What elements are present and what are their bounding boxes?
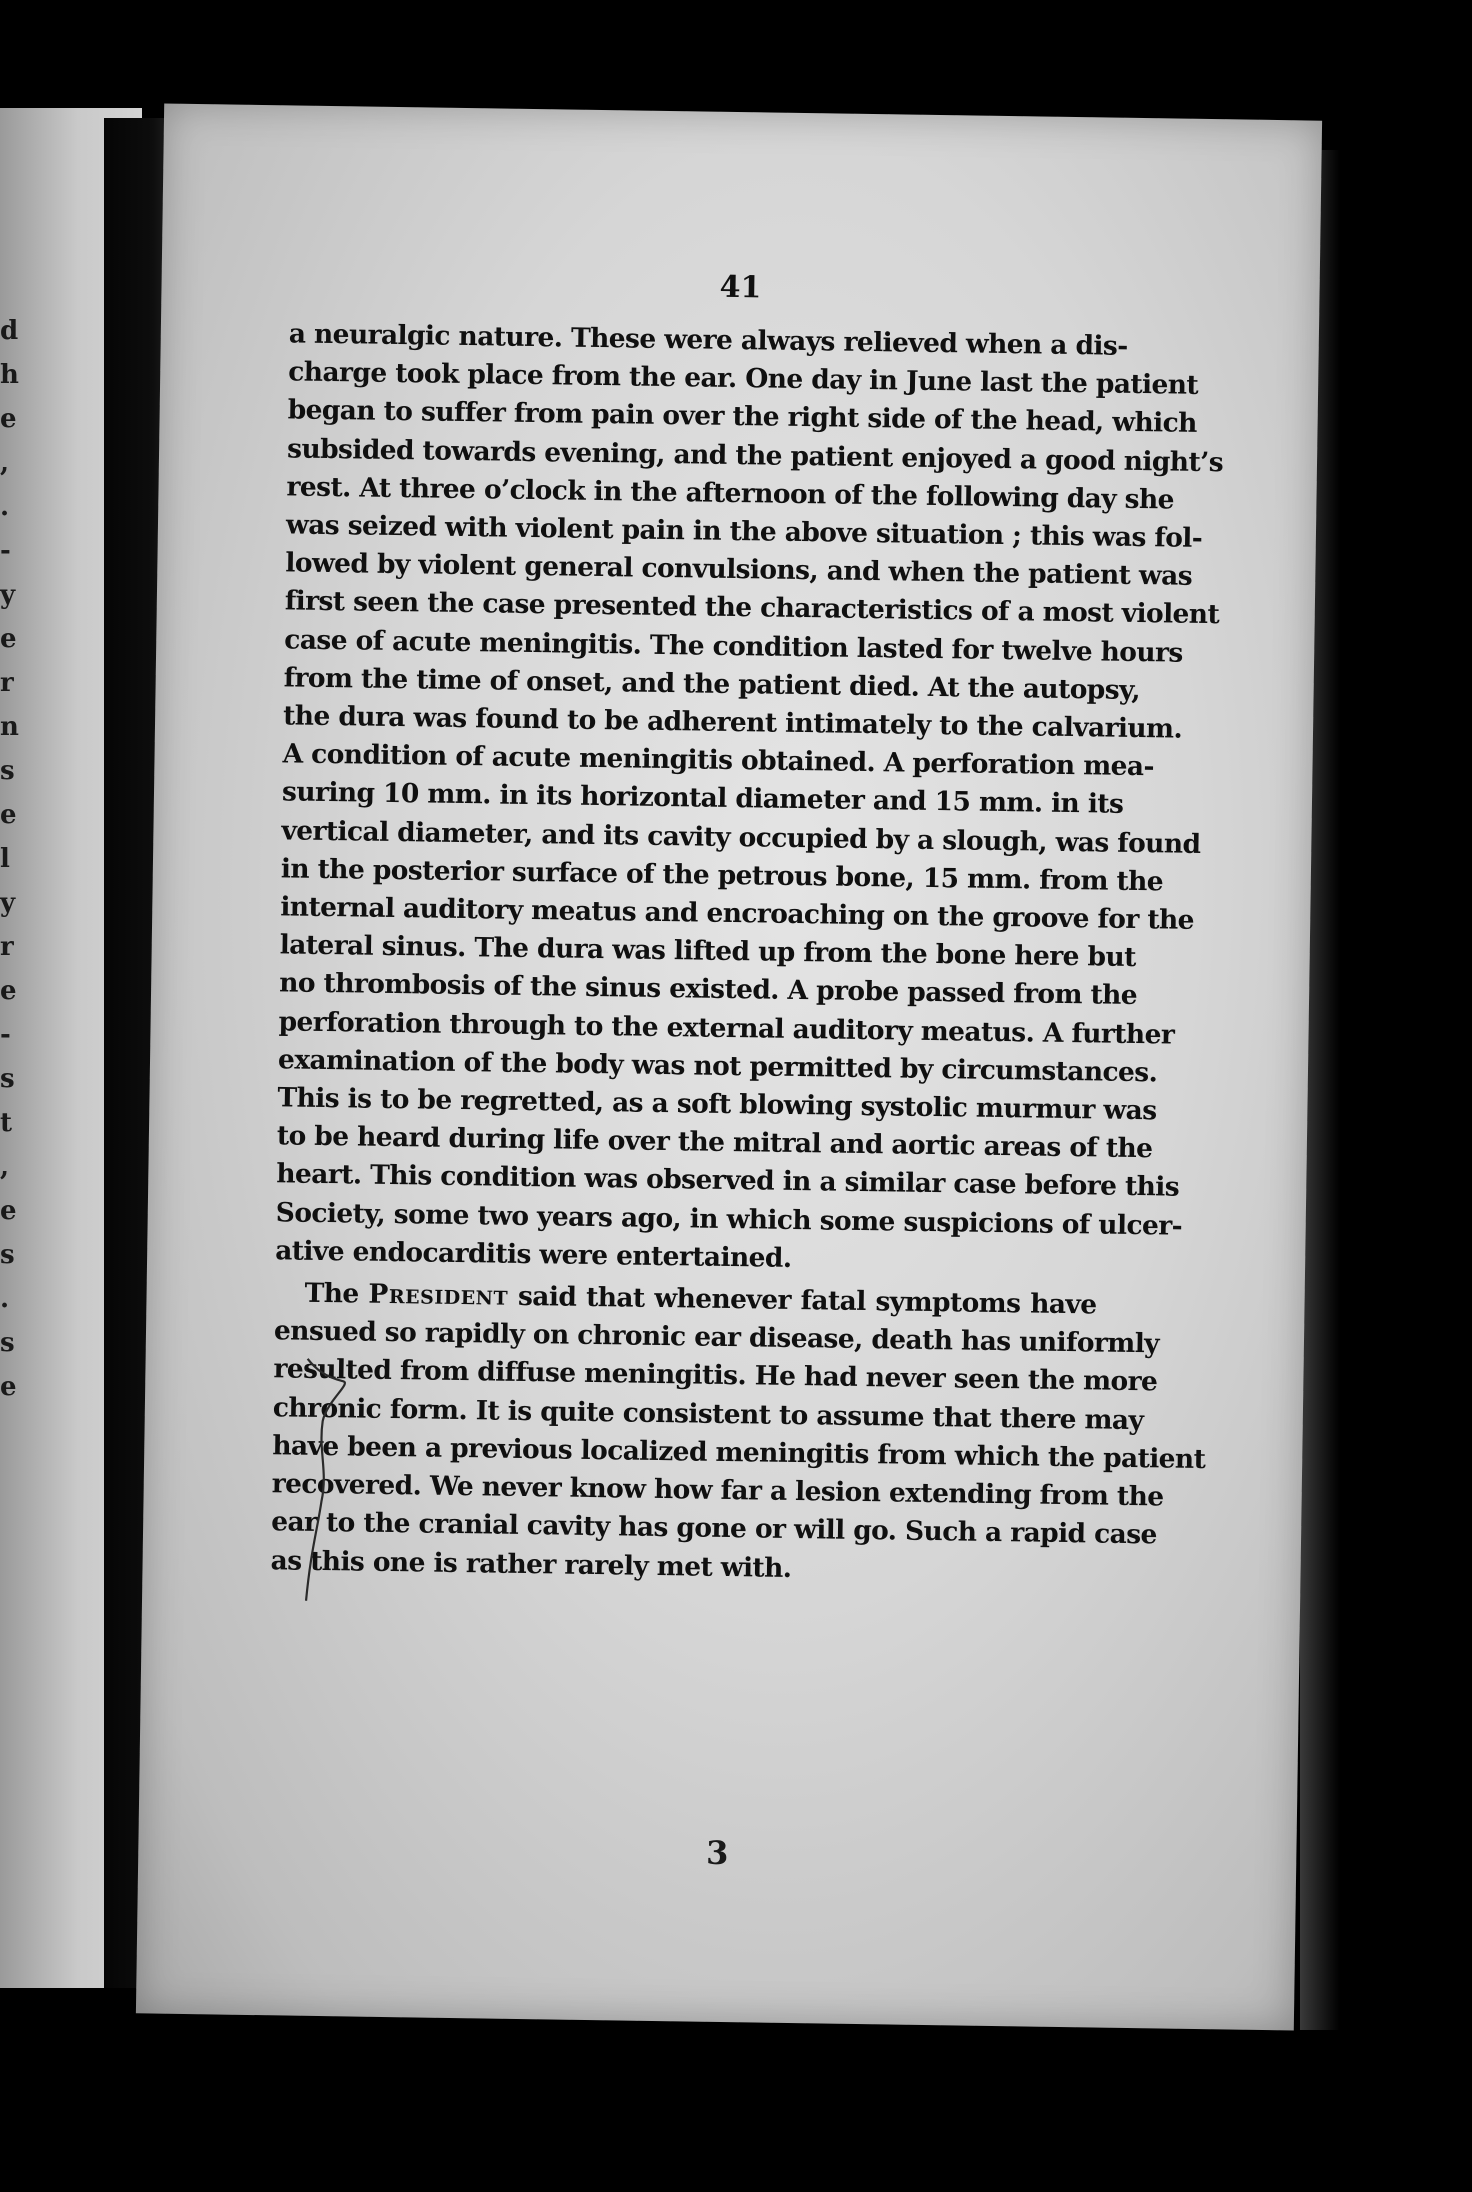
text-fragment: said that whenever fatal symptoms have bbox=[507, 1280, 1097, 1321]
book-page bbox=[136, 104, 1322, 2031]
text-line: to be heard during life over the mitral and aortic areas of the bbox=[276, 1120, 1153, 1165]
text-line: from the time of onset, and the patient died. At the autopsy, bbox=[283, 662, 1141, 706]
facing-page-fragment: y bbox=[0, 580, 16, 610]
facing-page-fragment: , bbox=[0, 448, 10, 478]
facing-page-fragment: r bbox=[0, 668, 14, 698]
text-line: lowed by violent general convulsions, and when the patient was bbox=[285, 547, 1193, 593]
facing-page-fragment: t bbox=[0, 1108, 13, 1138]
text-fragment: The bbox=[304, 1277, 369, 1310]
facing-page-fragment: y bbox=[0, 888, 16, 918]
text-line: was seized with violent pain in the above situation ; this was fol- bbox=[285, 509, 1203, 554]
facing-page-fragment: h bbox=[0, 360, 19, 390]
facing-page-fragment: , bbox=[0, 1152, 10, 1182]
text-line: subsided towards evening, and the patient enjoyed a good night’s bbox=[286, 432, 1224, 478]
facing-page-fragment: e bbox=[0, 1196, 17, 1226]
text-line: lateral sinus. The dura was lifted up from the bone here but bbox=[279, 929, 1136, 974]
facing-page-fragment: r bbox=[0, 932, 14, 962]
facing-page-fragment: - bbox=[0, 536, 11, 566]
page-body bbox=[270, 315, 1224, 1592]
text-line: ensued so rapidly on chronic ear disease, death has uniformly bbox=[273, 1315, 1160, 1360]
text-line: A condition of acute meningitis obtained. A perforation mea- bbox=[282, 738, 1155, 783]
text-line: resulted from diffuse meningitis. He had never seen the more bbox=[273, 1353, 1158, 1398]
text-line: recovered. We never know how far a lesion extending from the bbox=[271, 1468, 1164, 1513]
text-line: heart. This condition was observed in a similar case before this bbox=[276, 1158, 1180, 1204]
facing-page-fragment: e bbox=[0, 976, 17, 1006]
facing-page-fragment: l bbox=[0, 844, 10, 874]
facing-page-fragment: . bbox=[0, 1284, 10, 1314]
facing-page-fragment: s bbox=[0, 1328, 15, 1358]
text-line: the dura was found to be adherent intimately to the calvarium. bbox=[282, 700, 1183, 745]
speaker-name: President bbox=[368, 1278, 509, 1312]
facing-page-fragment: e bbox=[0, 800, 17, 830]
text-line: examination of the body was not permitted by circumstances. bbox=[277, 1044, 1158, 1089]
text-line: rest. At three o’clock in the afternoon of the following day she bbox=[286, 471, 1175, 516]
facing-page-fragment: e bbox=[0, 404, 17, 434]
facing-page-fragment: n bbox=[0, 712, 19, 742]
text-line: This is to be regretted, as a soft blowing systolic murmur was bbox=[277, 1082, 1157, 1127]
text-line: began to suffer from pain over the right side of the head, which bbox=[287, 394, 1198, 440]
text-line: in the posterior surface of the petrous bone, 15 mm. from the bbox=[280, 853, 1164, 898]
text-line: suring 10 mm. in its horizontal diameter and 15 mm. in its bbox=[281, 776, 1124, 821]
text-line: case of acute meningitis. The condition lasted for twelve hours bbox=[284, 623, 1183, 669]
facing-page-fragment: . bbox=[0, 492, 10, 522]
facing-page-fragment: e bbox=[0, 1372, 17, 1402]
text-line: have been a previous localized meningitis from which the patient bbox=[272, 1430, 1206, 1475]
page-number: 41 bbox=[719, 269, 762, 306]
text-line: ative endocarditis were entertained. bbox=[274, 1235, 792, 1274]
facing-page-fragment: d bbox=[0, 316, 19, 346]
text-line: ear to the cranial cavity has gone or will go. Such a rapid case bbox=[270, 1506, 1158, 1551]
text-line: first seen the case presented the characteristics of a most violent bbox=[284, 585, 1220, 631]
text-line: no thrombosis of the sinus existed. A probe passed from the bbox=[278, 967, 1138, 1012]
signature-mark: 3 bbox=[705, 1833, 729, 1873]
text-line: internal auditory meatus and encroaching on the groove for the bbox=[280, 891, 1195, 936]
pencil-margin-mark bbox=[302, 1351, 366, 1612]
facing-page-fragment: s bbox=[0, 1064, 15, 1094]
text-line: perforation through to the external auditory meatus. A further bbox=[278, 1005, 1175, 1051]
text-line: a neuralgic nature. These were always relieved when a dis- bbox=[288, 318, 1128, 362]
text-line: charge took place from the ear. One day in June last the patient bbox=[288, 356, 1199, 402]
text-line: chronic form. It is quite consistent to assume that there may bbox=[272, 1391, 1144, 1436]
paragraph bbox=[274, 315, 1224, 1282]
facing-page-fragment: - bbox=[0, 1020, 11, 1050]
text-line: vertical diameter, and its cavity occupied by a slough, was found bbox=[281, 814, 1201, 860]
facing-page-fragment: e bbox=[0, 624, 17, 654]
text-line: as this one is rather rarely met with. bbox=[270, 1544, 792, 1584]
facing-page-fragment: s bbox=[0, 756, 15, 786]
text-line: Society, some two years ago, in which some suspicions of ulcer- bbox=[275, 1196, 1183, 1242]
facing-page-fragment: s bbox=[0, 1240, 15, 1270]
paragraph bbox=[270, 1274, 1206, 1592]
